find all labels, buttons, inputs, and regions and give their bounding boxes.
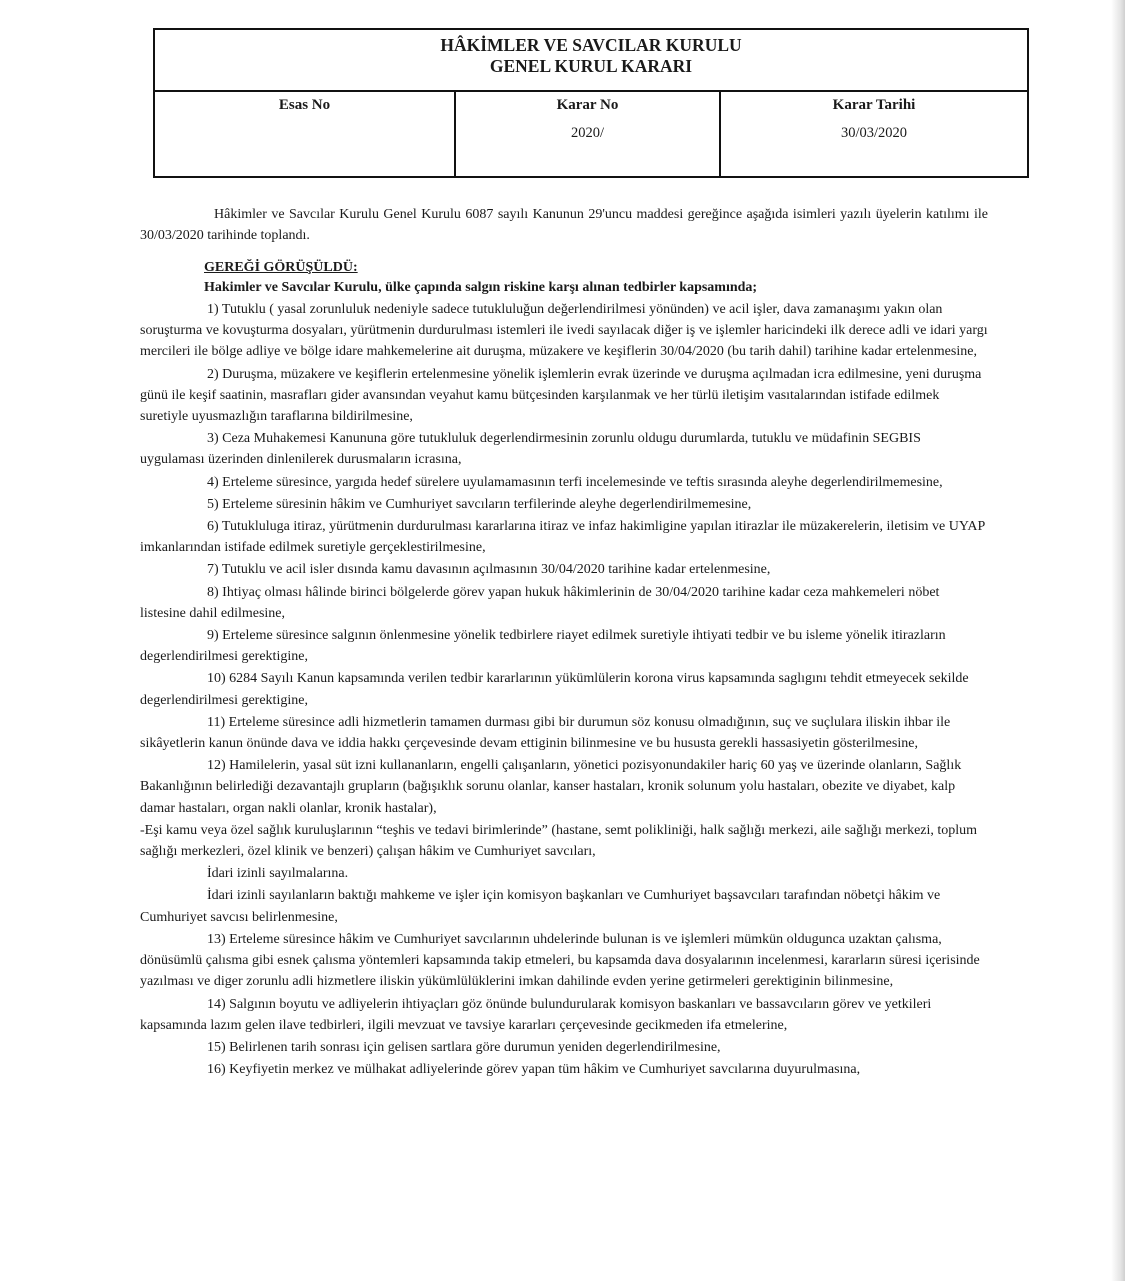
decision-item-2: 2) Duruşma, müzakere ve keşiflerin ertelenmesine yönelik işlemlerin evrak üzerinde ve duruşma açılmadan icra edilmesine, yeni duruşma günü ile keşif saatinin, masrafları gider avansından veyahut kamu bütçesinden karşılanmak ve her türlü iletişim vasıtalarından istifade edilmek suretiyle uyusmazlığın taraflarına bildirilmesine, [140,366,982,425]
decision-item-8: 8) Ihtiyaç olması hâlinde birinci bölgelerde görev yapan hukuk hâkimlerinin de 30/04/2020 tarihine kadar ceza mahkemeleri nöbet listesine dahil edilmesine, [140,584,940,621]
decision-item-9: 9) Erteleme süresince salgının önlenmesine yönelik tedbirlere riayet edilmek suretiyle ihtiyati tedbir ve bu isleme yönelik itirazların degerlendirilmesi gerektigine, [140,628,946,665]
decision-item-10: 10) 6284 Sayılı Kanun kapsamında verilen tedbir kararlarının yükümlülerin korona virus kapsamında saglıgını tehdit etmeyecek sekilde degerlendirilmesi gerektigine, [140,671,969,708]
decision-item-12-idari-2: İdari izinli sayılanların baktığı mahkeme ve işler için komisyon başkanları ve Cumhuriyet başsavcıları tarafından nöbetçi hâkim ve Cumhuriyet savcısı belirlenmesine, [140,888,941,925]
karar-tarihi-cell [721,92,1027,176]
decision-header-table [153,28,1029,178]
document-title [155,30,1027,92]
decision-item-4: 4) Erteleme süresince, yargıda hedef sürelere uyulamamasının terfi incelemesinde ve teftis sırasında aleyhe degerlendirilmemesine, [207,474,943,490]
intro-paragraph: Hâkimler ve Savcılar Kurulu Genel Kurulu 6087 sayılı Kanunun 29'uncu maddesi gereğince aşağıda isimleri yazılı üyelerin katılımı ile 30/03/2020 tarihinde toplandı. [140,207,988,243]
decision-item-3: 3) Ceza Muhakemesi Kanununa göre tutukluluk degerlendirmesinin zorunlu oldugu durumlarda, tutuklu ve müdafinin SEGBIS uygulaması üzerinden dinlenilerek durusmaların icrasına, [140,431,921,468]
decision-body [140,204,988,1081]
scope-statement: Hakimler ve Savcılar Kurulu, ülke çapında salgın riskine karşı alınan tedbirler kapsamında; [204,280,758,295]
esas-no-label: Esas No [278,97,331,113]
decision-item-14: 14) Salgının boyutu ve adliyelerin ihtiyaçları göz önünde bulundurularak komisyon baskanları ve bassavcıların görev ve yetkileri kapsamında lazım gelen ilave tedbirleri, ilgili mevzuat ve tavsiye kararları çerçevesinde gecikmeden ifa etmelerine, [140,996,932,1033]
decision-item-13: 13) Erteleme süresince hâkim ve Cumhuriyet savcılarının uhdelerinde bulunan is ve işlemleri mümkün oldugunca uzaktan çalısma, dönüsümlü çalısma gibi esnek çalısma yöntemleri kapsamında takip etmeleri, bu kapsamda dava dosyalarının incelenmesi, kararların süresi içerisinde yazılması ve diger zorunlu adli hizmetlere iliskin yükümlülüklerini imkan dahilinde evden yerine getirmeleri gerektiginin bilinmesine, [140,931,980,990]
decision-item-16: 16) Keyfiyetin merkez ve mülhakat adliyelerinde görev yapan tüm hâkim ve Cumhuriyet savcılarına duyurulmasına, [207,1062,861,1078]
geregi-gorusuldu-heading: GEREĞİ GÖRÜŞÜLDÜ: [204,260,358,275]
title-line-2: GENEL KURUL KARARI [489,56,693,76]
karar-no-value: 2020/ [570,125,605,141]
decision-item-12: 12) Hamilelerin, yasal süt izni kullananların, engelli çalışanların, yönetici pozisyonundakiler hariç 60 yaş ve üzerinde olanların, Sağlık Bakanlığının belirlediği dezavantajlı grupların (bağışıklık sorunu olanlar, kanser hastaları, kronik solunum yolu hastaları, obezite ve diyabet, kalp damar hastaları, organ nakli olanlar, kronik hastalar), [140,758,962,816]
esas-no-cell [155,92,456,176]
decision-item-7: 7) Tutuklu ve acil isler dısında kamu davasının açılmasının 30/04/2020 tarihine kadar ertelenmesine, [207,562,771,578]
karar-no-label: Karar No [556,97,619,113]
page-edge-shadow [1111,0,1125,1281]
decision-item-12-spouse: -Eşi kamu veya özel sağlık kuruluşlarının “teşhis ve tedavi birimlerinde” (hastane, semt polikliniği, halk sağlığı merkezi, aile sağlığı merkezi, toplum sağlığı merkezleri, özel klinik ve benzeri) çalışan hâkim ve Cumhuriyet savcıları, [140,822,978,860]
decision-item-15: 15) Belirlenen tarih sonrası için gelisen sartlara göre durumun yeniden degerlendirilmesine, [207,1039,721,1055]
title-line-1: HÂKİMLER VE SAVCILAR KURULU [440,35,742,55]
karar-no-cell [456,92,721,176]
decision-item-5: 5) Erteleme süresinin hâkim ve Cumhuriyet savcıların terfilerinde aleyhe degerlendirilmemesine, [207,496,752,512]
decision-item-12-idari-1: İdari izinli sayılmalarına. [207,866,349,882]
decision-item-1: 1) Tutuklu ( yasal zorunluluk nedeniyle sadece tutukluluğun değerlendirilmesi yönünden) ve acil işler, dava zamanaşımı yakın olan soruşturma ve kovuşturma dosyaları, yürütmenin durdurulması istemleri ile ivedi sayılacak diğer iş ve işlemler haricindeki ilk derece adli ve idari yargı mercileri ile bölge adliye ve bölge idare mahkemelerine ait duruşma, müzakere ve keşiflerin 30/04/2020 (bu tarih dahil) tarihine kadar ertelenmesine, [140,302,988,360]
karar-tarihi-value: 30/03/2020 [840,125,908,141]
decision-item-6: 6) Tutukluluga itiraz, yürütmenin durdurulması kararlarına itiraz ve infaz hakimligine yapılan itirazlar ile müzakerelerin, iletisim ve UYAP imkanlarından istifade edilmek suretiyle gerçeklestirilmesine, [140,519,985,556]
decision-item-11: 11) Erteleme süresince adli hizmetlerin tamamen durması gibi bir durumun söz konusu olmadığının, suç ve suçlulara iliskin ihbar ile sikâyetlerin kanun önünde dava ve iddia hakkı çerçevesinde devam ettiginin bilinmesine ve bu hususta gerekli hassasiyetin gösterilmesine, [140,714,951,752]
karar-tarihi-label: Karar Tarihi [832,97,916,113]
